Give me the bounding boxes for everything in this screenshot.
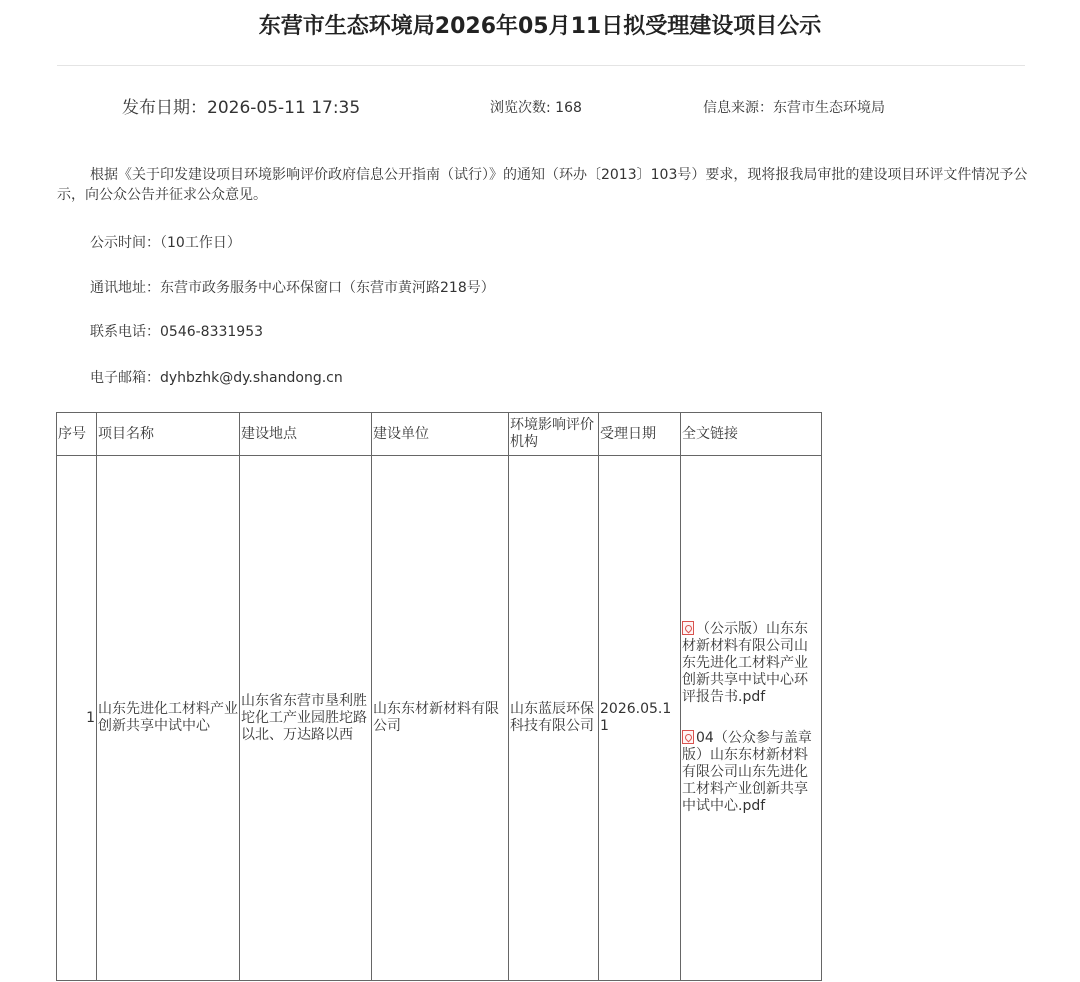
cell-project-name: 山东先进化工材料产业创新共享中试中心	[97, 456, 240, 981]
info-source: 信息来源：东营市生态环境局	[703, 100, 885, 116]
header-location: 建设地点	[240, 413, 372, 456]
page-title: 东营市生态环境局2026年05月11日拟受理建设项目公示	[258, 14, 822, 39]
header-index: 序号	[57, 413, 97, 456]
cell-accept-date: 2026.05.11	[599, 456, 681, 981]
pdf-icon	[682, 730, 694, 744]
pdf-link-label: （公示版）山东东材新材料有限公司山东先进化工材料产业创新共享中试中心环评报告书.pdf	[682, 621, 808, 705]
header-project-name: 项目名称	[97, 413, 240, 456]
cell-location: 山东省东营市垦利胜坨化工产业园胜坨路以北、万达路以西	[240, 456, 372, 981]
intro-paragraph: 根据《关于印发建设项目环境影响评价政府信息公开指南（试行）》的通知（环办〔2013〕103号）要求，现将报我局审批的建设项目环评文件情况予公示，向公众公告并征求公众意见。	[57, 167, 1028, 203]
pdf-link-public-report[interactable]	[682, 621, 820, 706]
cell-full-text-links	[681, 456, 822, 981]
pdf-icon	[682, 621, 694, 635]
header-full-text-link: 全文链接	[681, 413, 822, 456]
cell-eia-agency: 山东蓝辰环保科技有限公司	[509, 456, 599, 981]
header-eia-agency: 环境影响评价机构	[509, 413, 599, 456]
table-header-row	[57, 413, 822, 456]
table-row	[57, 456, 822, 981]
contact-address: 通讯地址：东营市政务服务中心环保窗口（东营市黄河路218号）	[90, 280, 495, 296]
announcement-period: 公示时间：（10工作日）	[90, 235, 241, 251]
pdf-link-label: 04（公众参与盖章版）山东东材新材料有限公司山东先进化工材料产业创新共享中试中心.pdf	[682, 730, 812, 814]
header-accept-date: 受理日期	[599, 413, 681, 456]
contact-email: 电子邮箱：dyhbzhk@dy.shandong.cn	[90, 370, 343, 386]
contact-phone: 联系电话：0546-8331953	[90, 324, 264, 340]
header-builder: 建设单位	[372, 413, 509, 456]
publish-date: 发布日期：2026-05-11 17:35	[122, 98, 361, 118]
view-count: 浏览次数: 168	[490, 100, 582, 116]
cell-index: 1	[57, 456, 97, 981]
projects-table	[56, 412, 822, 981]
cell-builder: 山东东材新材料有限公司	[372, 456, 509, 981]
title-divider	[57, 65, 1025, 66]
pdf-link-public-participation[interactable]	[682, 730, 820, 815]
